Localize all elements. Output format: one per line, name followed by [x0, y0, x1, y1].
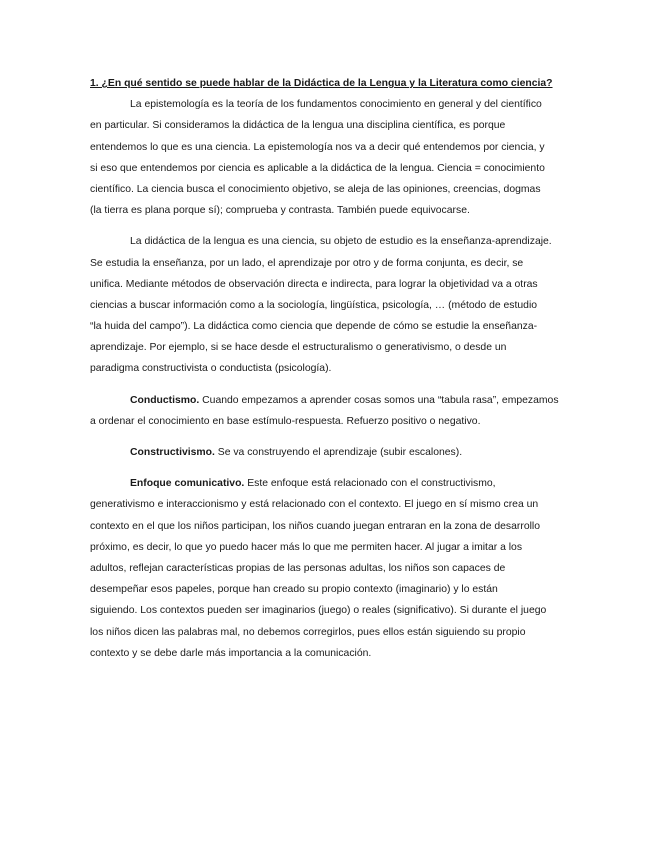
paragraph-line: ciencias a buscar información como a la sociología, lingüística, psicología, … (método de estudio: [90, 299, 538, 311]
question-title: 1. ¿En qué sentido se puede hablar de la Didáctica de la Lengua y la Literatura como ciencia?: [90, 78, 553, 89]
paragraph-line: [90, 442, 567, 463]
term-constructivismo: Constructivismo.: [130, 447, 215, 458]
paragraph-line: siguiendo. Los contextos pueden ser imaginarios (juego) o reales (significativo). Si durante el juego: [90, 605, 547, 617]
paragraph-constructivismo: [90, 442, 567, 463]
term-enfoque-comunicativo: Enfoque comunicativo.: [130, 478, 245, 490]
paragraph-line: desempeñar esos papeles, porque han creado su propio contexto (imaginario) y lo están: [90, 584, 498, 596]
paragraph-line: científico. La ciencia busca el conocimiento objetivo, se aleja de las opiniones, creencias, dogmas: [90, 183, 541, 195]
paragraph-line: La epistemología es la teoría de los fundamentos conocimiento en general y del científico: [130, 99, 542, 111]
paragraph-line: “la huida del campo”). La didáctica como ciencia que depende de cómo se estudie la enseñanza-: [90, 321, 538, 333]
term-conductismo: Conductismo.: [130, 394, 200, 406]
paragraph-line: adultos, reflejan características propias de las personas adultas, los niños son capaces de: [90, 562, 506, 574]
paragraph-line: paradigma constructivista o conductista (psicología).: [90, 363, 332, 375]
paragraph-line: generativismo e interaccionismo y está relacionado con el contexto. El juego en sí mismo crea un: [90, 499, 539, 511]
paragraph-line: si eso que entendemos por ciencia es aplicable a la didáctica de la lengua. Ciencia = conocimiento: [90, 162, 545, 174]
paragraph-conductismo: [90, 390, 567, 432]
paragraph-line: unifica. Mediante métodos de observación directa e indirecta, para lograr la objetividad va a otras: [90, 278, 538, 290]
paragraph-line: entendemos lo que es una ciencia. La epistemología nos va a decir qué entendemos por ciencia, y: [90, 141, 545, 153]
paragraph-line: (la tierra es plana porque sí); comprueba y contrasta. También puede equivocarse.: [90, 205, 470, 217]
paragraph-line: contexto y se debe darle más importancia a la comunicación.: [90, 647, 372, 659]
paragraph-epistemology: [90, 94, 567, 221]
paragraph-line: próximo, es decir, lo que yo puedo hacer más lo que me permiten hacer. Al jugar a imitar a los: [90, 541, 523, 553]
paragraph-text: Cuando empezamos a aprender cosas somos una “tabula rasa”, empezamos: [199, 394, 559, 406]
paragraph-line: aprendizaje. Por ejemplo, si se hace desde el estructuralismo o generativismo, o desde un: [90, 342, 507, 354]
paragraph-line: los niños dicen las palabras mal, no debemos corregirlos, pues ellos están siguiendo su propio: [90, 626, 526, 638]
paragraph-line: a ordenar el conocimiento en base estímulo-respuesta. Refuerzo positivo o negativo.: [90, 415, 481, 427]
paragraph-line: [90, 390, 567, 411]
paragraph-enfoque-comunicativo: [90, 473, 567, 664]
paragraph-text: Se va construyendo el aprendizaje (subir escalones).: [214, 447, 463, 458]
paragraph-line: [90, 473, 567, 494]
paragraph-didactics-science: [90, 231, 567, 379]
paragraph-line: La didáctica de la lengua es una ciencia, su objeto de estudio es la enseñanza-aprendizaje.: [130, 236, 552, 248]
paragraph-line: en particular. Si consideramos la didáctica de la lengua una disciplina científica, es porque: [90, 120, 506, 132]
paragraph-line: contexto en el que los niños participan, los niños cuando juegan entraran en la zona de desarrollo: [90, 520, 540, 532]
paragraph-text: Este enfoque está relacionado con el constructivismo,: [244, 478, 496, 490]
paragraph-line: Se estudia la enseñanza, por un lado, el aprendizaje por otro y de forma conjunta, es decir, se: [90, 257, 524, 269]
